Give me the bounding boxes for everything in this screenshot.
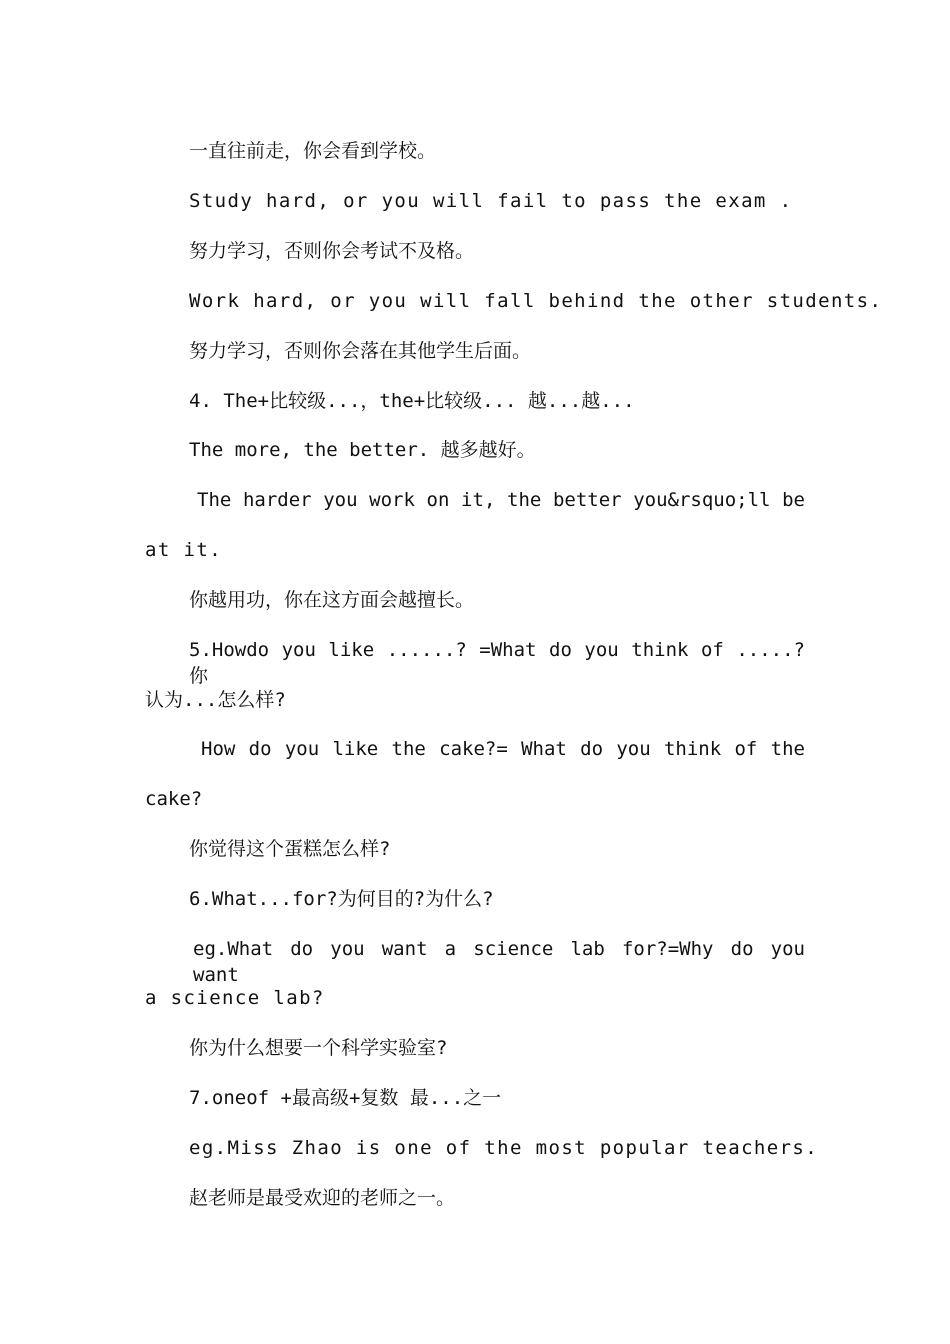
text-line: eg.Miss Zhao is one of the most popular teachers.: [189, 1137, 819, 1159]
text-line: 你觉得这个蛋糕怎么样?: [189, 838, 391, 860]
text-line: 赵老师是最受欢迎的老师之一。: [189, 1187, 456, 1209]
text-line: 你越用功，你在这方面会越擅长。: [189, 589, 475, 611]
text-line: at it.: [145, 539, 223, 561]
text-line: Work hard, or you will fall behind the other students.: [189, 290, 883, 312]
text-line: The harder you work on it, the better you&rsquo;ll be: [197, 489, 805, 511]
text-line: eg.What do you want a science lab for?=Why do you want: [193, 938, 805, 986]
text-line: 你为什么想要一个科学实验室?: [189, 1037, 448, 1059]
text-line: 认为...怎么样?: [145, 689, 286, 711]
text-line: 4. The+比较级...，the+比较级... 越...越...: [189, 390, 635, 412]
text-line: 一直往前走，你会看到学校。: [189, 140, 437, 162]
text-line: 7.oneof +最高级+复数 最...之一: [189, 1087, 502, 1109]
text-line: 5.Howdo you like ......? =What do you think of .....?你: [189, 639, 805, 687]
text-line: Study hard, or you will fail to pass the exam .: [189, 190, 793, 212]
text-line: cake?: [145, 788, 203, 810]
text-line: 努力学习，否则你会落在其他学生后面。: [189, 340, 532, 362]
text-line: a science lab?: [145, 987, 325, 1009]
text-line: How do you like the cake?= What do you think of the: [201, 738, 805, 760]
text-line: 努力学习，否则你会考试不及格。: [189, 240, 475, 262]
text-line: The more, the better. 越多越好。: [189, 439, 536, 461]
text-line: 6.What...for?为何目的?为什么?: [189, 888, 494, 910]
